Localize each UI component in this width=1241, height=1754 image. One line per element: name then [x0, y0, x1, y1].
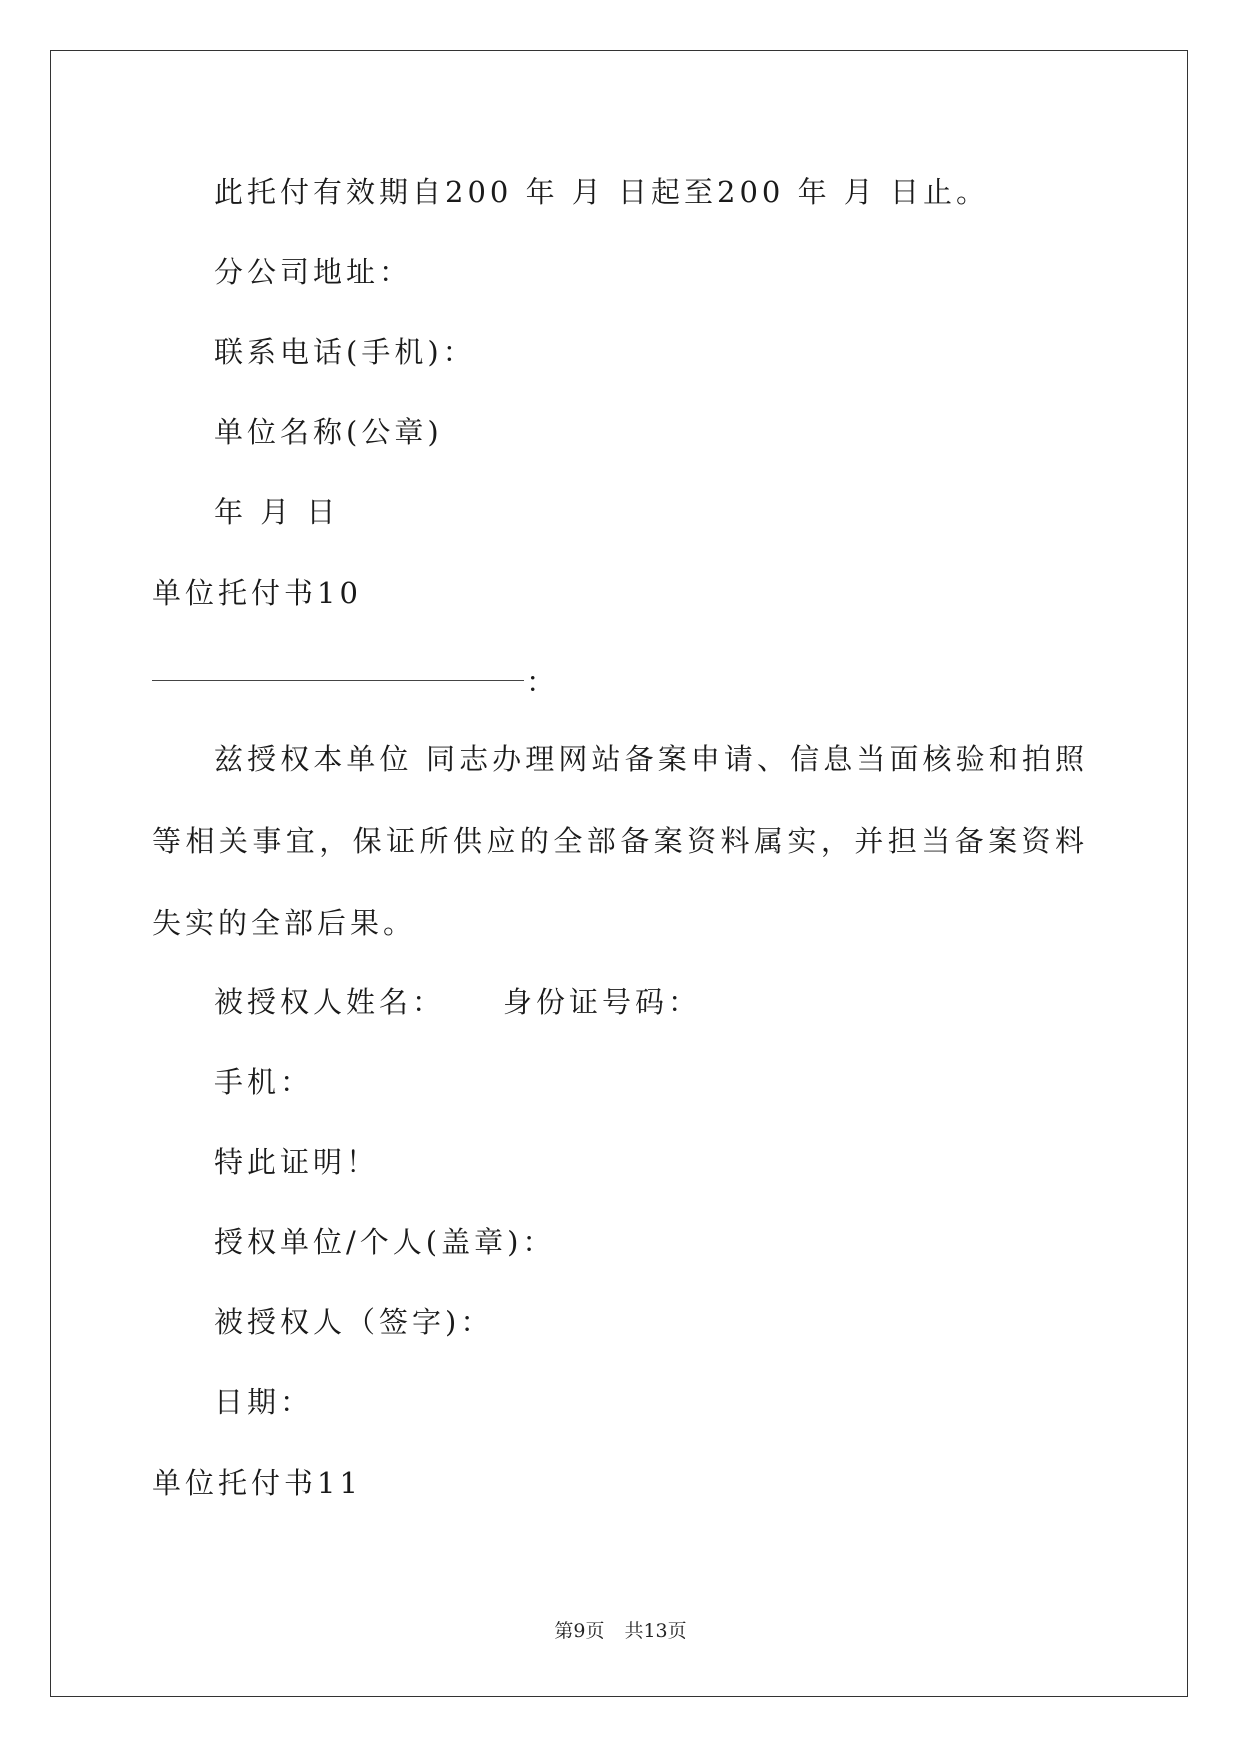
page-total: 共13页	[624, 1620, 687, 1642]
authorized-signature-label: 被授权人（签字)：	[214, 1305, 494, 1339]
id-number-label: 身份证号码：	[503, 985, 702, 1019]
page-current: 第9页	[554, 1620, 605, 1642]
mobile-label: 手机：	[214, 1065, 314, 1099]
section-11-title: 单位托付书11	[152, 1466, 362, 1500]
validity-period-line: 此托付有效期自200 年 月 日起至200 年 月 日止。	[214, 175, 990, 209]
authorized-person-row	[214, 984, 701, 1020]
authorizing-unit-label: 授权单位/个人(盖章)：	[214, 1225, 556, 1259]
contact-phone-label: 联系电话(手机)：	[214, 335, 476, 369]
addressee-colon: ：	[526, 665, 556, 699]
unit-name-seal-label: 单位名称(公章)	[214, 415, 443, 449]
hereby-certify-text: 特此证明！	[214, 1145, 380, 1179]
authorization-paragraph: 兹授权本单位 同志办理网站备案申请、信息当面核验和拍照等相关事宜，保证所供应的全部备案资料属实，并担当备案资料失实的全部后果。	[152, 742, 1088, 940]
date-label: 日期：	[214, 1385, 314, 1419]
section-10-title: 单位托付书10	[152, 576, 362, 610]
page-footer	[0, 1619, 1241, 1643]
addressee-blank-line	[152, 680, 524, 681]
date-line: 年 月 日	[214, 495, 340, 529]
authorized-name-label: 被授权人姓名：	[214, 985, 446, 1019]
branch-address-label: 分公司地址：	[214, 255, 413, 289]
